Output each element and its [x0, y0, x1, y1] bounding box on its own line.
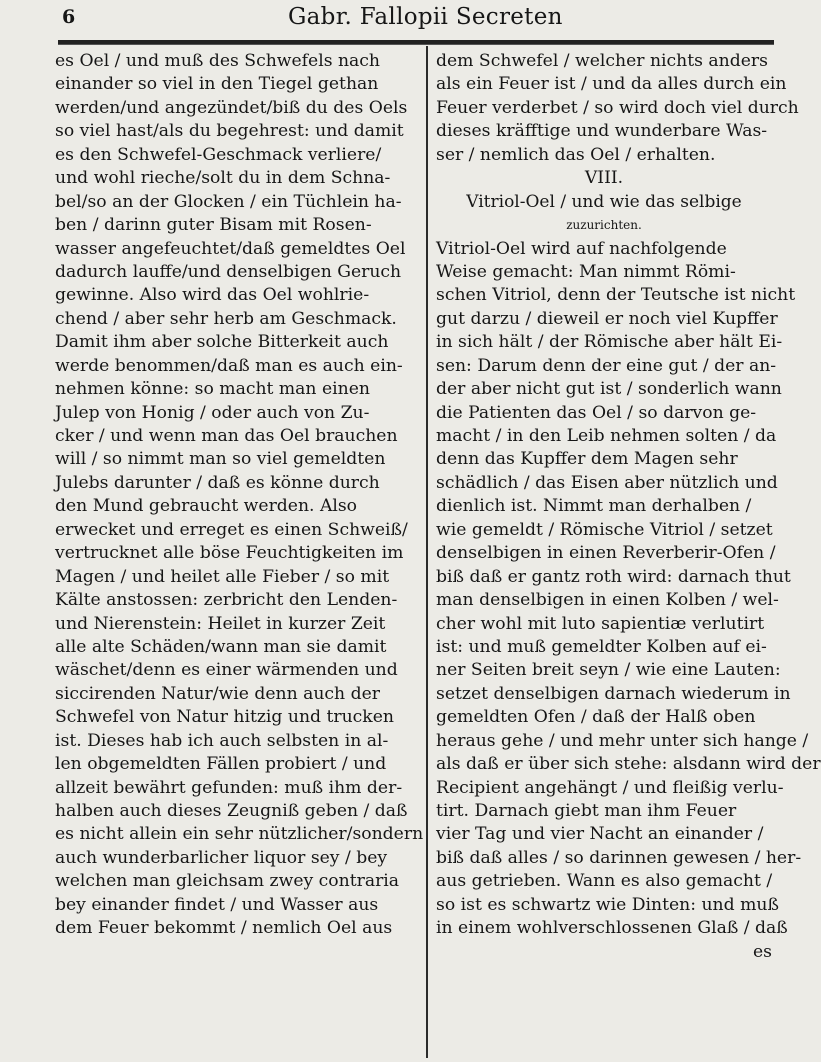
text-line: die Patienten das Oel / so darvon ge- — [436, 402, 757, 423]
text-line: schädlich / das Eisen aber nützlich und — [436, 472, 778, 493]
text-line: Feuer verderbet / so wird doch viel durch — [436, 97, 799, 118]
text-line: wie gemeldt / Römische Vitriol / setzet — [436, 519, 773, 540]
text-line: wäschet/denn es einer wärmenden und — [55, 660, 398, 681]
text-line: Weise gemacht: Man nimmt Römi- — [436, 261, 736, 282]
text-line: macht / in den Leib nehmen solten / da — [436, 426, 777, 446]
text-line: halben auch dieses Zeugniß geben / daß — [55, 801, 408, 821]
text-line: werde benommen/daß man es auch ein- — [55, 355, 403, 376]
page-header — [0, 0, 800, 40]
text-line: tirt. Darnach giebt man ihm Feuer — [436, 801, 737, 821]
text-line: es Oel / und muß des Schwefels nach — [55, 51, 380, 71]
text-line: Magen / und heilet alle Fieber / so mit — [55, 566, 390, 587]
text-line: bel/so an der Glocken / ein Tüchlein ha- — [55, 191, 402, 212]
text-line: Damit ihm aber solche Bitterkeit auch — [55, 332, 389, 353]
text-line: denn das Kupffer dem Magen sehr — [436, 449, 738, 470]
text-line: vertrucknet alle böse Feuchtigkeiten im — [55, 543, 404, 564]
text-line: ser / nemlich das Oel / erhalten. — [436, 144, 716, 165]
text-line: gemeldten Ofen / daß der Halß oben — [436, 707, 756, 728]
text-line: Julebs darunter / daß es könne durch — [55, 472, 380, 493]
text-line: cker / und wenn man das Oel brauchen — [55, 426, 398, 446]
text-line: siccirenden Natur/wie denn auch der — [55, 683, 380, 704]
text-line: so ist es schwartz wie Dinten: und muß — [436, 894, 779, 915]
text-line: werden/und angezündet/biß du des Oels — [55, 97, 408, 118]
text-line: erwecket und erreget es einen Schweiß/ — [55, 519, 408, 540]
text-line: biß daß er gantz roth wird: darnach thut — [436, 566, 791, 587]
text-line: Recipient angehängt / und fleißig verlu- — [436, 777, 784, 798]
text-line: nehmen könne: so macht man einen — [55, 379, 370, 400]
text-line: dienlich ist. Nimmt man derhalben / — [436, 496, 752, 517]
text-line: gewinne. Also wird das Oel wohlrie- — [55, 285, 370, 306]
text-line: Vitriol-Oel wird auf nachfolgende — [436, 238, 727, 259]
text-line: so viel hast/als du begehrest: und damit — [55, 121, 404, 142]
text-line: alle alte Schäden/wann man sie damit — [55, 636, 387, 657]
text-line: als ein Feuer ist / und da alles durch ein — [436, 74, 787, 95]
text-line: Schwefel von Natur hitzig und trucken — [55, 707, 394, 728]
right-column-body — [436, 238, 821, 941]
text-line: biß daß alles / so darinnen gewesen / her- — [436, 847, 802, 868]
text-line: len obgemeldten Fällen probiert / und — [55, 754, 387, 775]
header-rule — [58, 40, 774, 45]
left-column — [55, 50, 424, 941]
text-line: ist. Dieses hab ich auch selbsten in al- — [55, 730, 389, 751]
text-line: will / so nimmt man so viel gemeldten — [55, 449, 386, 470]
section-number: VIII. — [584, 168, 624, 189]
text-line: einander so viel in den Tiegel gethan — [55, 74, 379, 95]
text-line: ist: und muß gemeldter Kolben auf ei- — [436, 636, 767, 657]
text-line: setzet denselbigen darnach wiederum in — [436, 683, 791, 704]
text-line: allzeit bewährt gefunden: muß ihm der- — [55, 777, 403, 798]
text-line: vier Tag und vier Nacht an einander / — [436, 824, 764, 845]
text-line: dem Schwefel / welcher nichts anders — [436, 51, 768, 71]
text-line: chend / aber sehr herb am Geschmack. — [55, 308, 397, 329]
text-line: wasser angefeuchtet/daß gemeldtes Oel — [55, 238, 406, 259]
text-line: gut darzu / dieweil er noch viel Kupffer — [436, 308, 778, 329]
text-line: in sich hält / der Römische aber hält Ei- — [436, 332, 783, 353]
text-line: Julep von Honig / oder auch von Zu- — [55, 402, 370, 423]
text-line: Kälte anstossen: zerbricht den Lenden- — [55, 590, 398, 611]
catchword: es — [753, 941, 772, 962]
text-line: heraus gehe / und mehr unter sich hange / — [436, 730, 809, 751]
text-line: cher wohl mit luto sapientiæ verlutirt — [436, 613, 765, 634]
text-line: als daß er über sich stehe: alsdann wird der — [436, 754, 821, 775]
text-line: der aber nicht gut ist / sonderlich wann — [436, 379, 782, 400]
text-line: und Nierenstein: Heilet in kurzer Zeit — [55, 613, 386, 634]
text-line: sen: Darum denn der eine gut / der an- — [436, 355, 777, 376]
text-line: auch wunderbarlicher liquor sey / bey — [55, 847, 388, 868]
running-title: Gabr. Fallopii Secreten — [288, 4, 563, 30]
text-line: man denselbigen in einen Kolben / wel- — [436, 590, 779, 611]
text-line: ner Seiten breit seyn / wie eine Lauten: — [436, 660, 781, 681]
page-number: 6 — [62, 6, 76, 28]
right-column-intro — [436, 50, 799, 167]
column-divider — [426, 46, 428, 1058]
right-column — [436, 50, 821, 964]
text-line: denselbigen in einen Reverberir-Ofen / — [436, 543, 776, 564]
text-line: aus getrieben. Wann es also gemacht / — [436, 871, 773, 892]
text-line: es nicht allein ein sehr nützlicher/sondern — [55, 824, 424, 845]
text-line: welchen man gleichsam zwey contraria — [55, 871, 400, 892]
text-line: ben / darinn guter Bisam mit Rosen- — [55, 215, 372, 236]
text-line: in einem wohlverschlossenen Glaß / daß — [436, 918, 788, 939]
text-line: schen Vitriol, denn der Teutsche ist nicht — [436, 285, 796, 306]
text-line: dadurch lauffe/und denselbigen Geruch — [55, 261, 402, 282]
text-line: es den Schwefel-Geschmack verliere/ — [55, 144, 382, 165]
text-line: dieses kräfftige und wunderbare Was- — [436, 121, 768, 142]
section-heading: Vitriol-Oel / und wie das selbige — [466, 191, 742, 212]
text-line: und wohl rieche/solt du in dem Schna- — [55, 168, 391, 189]
text-line: dem Feuer bekommt / nemlich Oel aus — [55, 918, 393, 939]
text-line: bey einander findet / und Wasser aus — [55, 894, 379, 915]
text-line: den Mund gebraucht werden. Also — [55, 496, 358, 517]
section-subheading: zuzurichten. — [566, 218, 642, 233]
